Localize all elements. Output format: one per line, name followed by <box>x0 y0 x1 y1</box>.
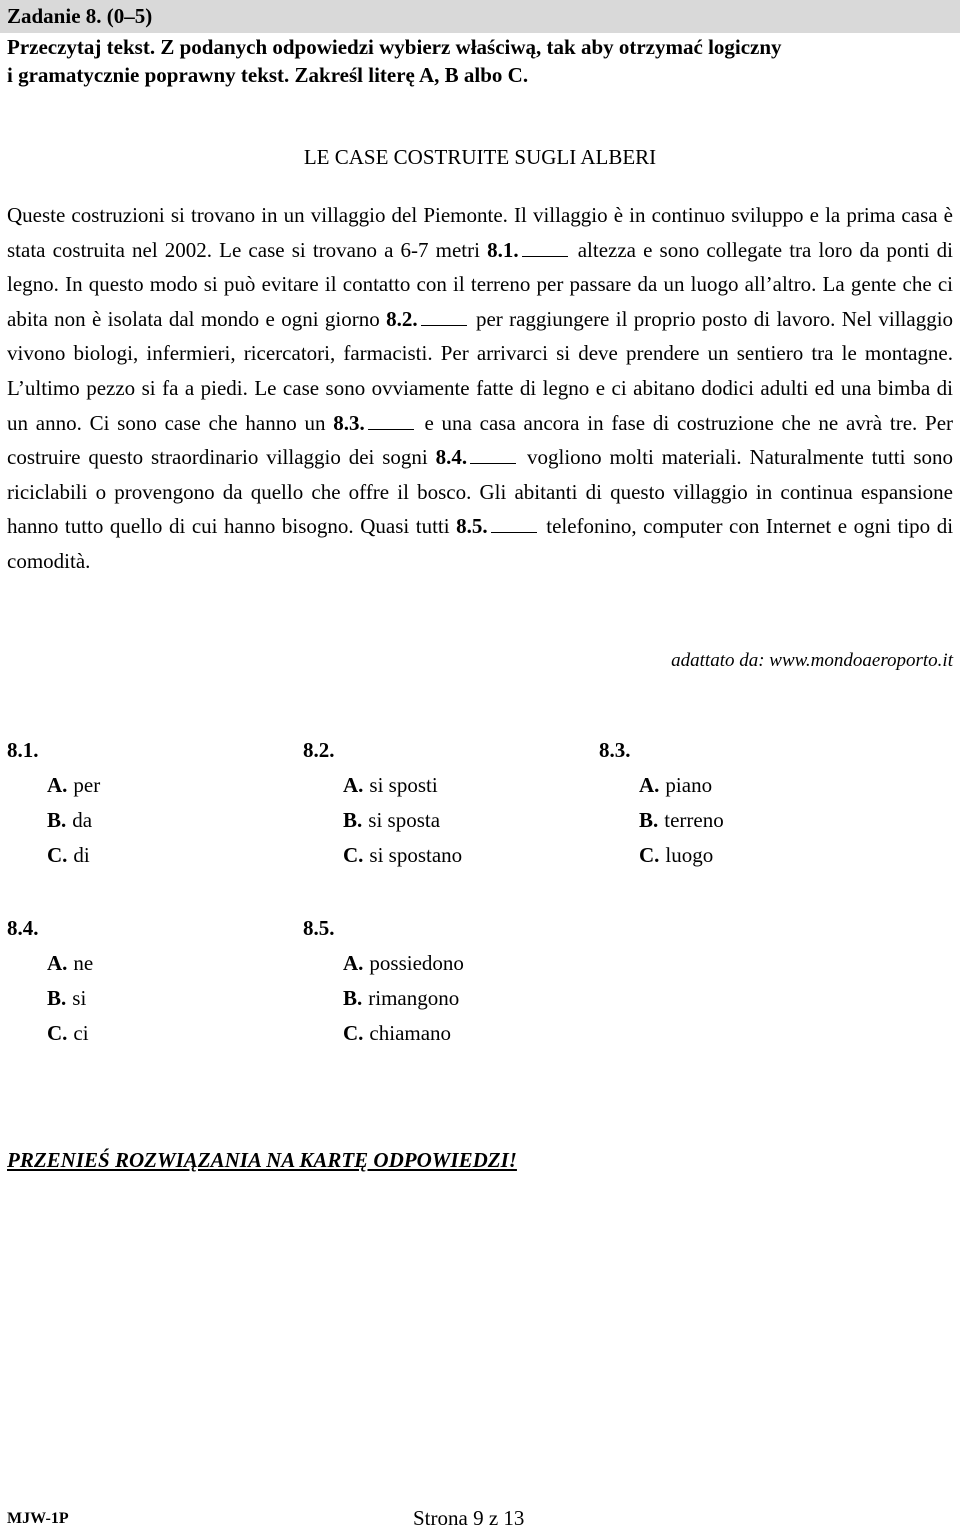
option-a[interactable] <box>7 946 93 981</box>
question-number: 8.2. <box>303 738 335 762</box>
passage-segment: altezza e sono collegate tra loro da ponti di legno. In questo modo si può evitare il contatto con il terreno per passare da un luogo all’altro. La gente che ci abita non è isolata dal mondo e ogni giorno <box>7 237 953 331</box>
option-c[interactable] <box>303 1016 464 1051</box>
option-letter: A. <box>47 951 68 975</box>
option-text: da <box>72 808 93 832</box>
page-number: Strona 9 z 13 <box>413 1506 525 1530</box>
passage-segment: per raggiungere il proprio posto di lavoro. Nel villaggio vivono biologi, infermieri, ricercatori, farmacisti. Per arrivarci si deve prendere un sentiero tra le montagne. L’ultimo pezzo si fa a piedi. Le case sono ovviamente fatte di legno e ci abitano dodici adulti ed una bimba di un anno. Ci sono case che hanno un <box>7 306 954 435</box>
option-a[interactable] <box>7 768 100 803</box>
option-letter: B. <box>343 808 363 832</box>
option-letter: A. <box>343 773 364 797</box>
option-letter: C. <box>47 1021 68 1045</box>
passage-segment: Queste costruzioni si trovano in un villaggio del Piemonte. Il villaggio è in continuo sviluppo e la prima casa è stata costruita nel 2002. Le case si trovano a 6-7 metri <box>7 203 953 262</box>
option-text: piano <box>665 773 713 797</box>
question-number: 8.4. <box>7 916 39 940</box>
source-citation: adattato da: www.mondoaeroporto.it <box>671 650 953 671</box>
option-letter: C. <box>343 843 364 867</box>
option-c[interactable] <box>7 1016 93 1051</box>
option-b[interactable] <box>599 803 724 838</box>
option-letter: B. <box>47 986 67 1010</box>
option-text: di <box>73 843 90 867</box>
gap-number: 8.4. <box>435 445 468 470</box>
gap-number: 8.2. <box>386 306 418 331</box>
option-text: luogo <box>665 843 714 867</box>
gap-number: 8.1. <box>487 237 519 262</box>
option-b[interactable] <box>303 803 462 838</box>
option-b[interactable] <box>7 981 93 1016</box>
task-title: Zadanie 8. (0–5) <box>0 0 960 33</box>
gap-blank <box>522 238 568 257</box>
gap-number: 8.5. <box>456 514 488 539</box>
exam-code: MJW-1P <box>7 1510 69 1527</box>
question-number: 8.3. <box>599 738 631 762</box>
gap-blank <box>368 411 414 430</box>
option-c[interactable] <box>303 838 462 873</box>
question-8-5 <box>303 911 464 1051</box>
option-letter: A. <box>343 951 364 975</box>
option-letter: B. <box>343 986 363 1010</box>
reading-passage <box>7 198 953 579</box>
gap-blank <box>470 445 516 464</box>
option-a[interactable] <box>303 946 464 981</box>
option-c[interactable] <box>7 838 100 873</box>
option-text: terreno <box>664 808 724 832</box>
instructions <box>7 33 953 89</box>
option-letter: B. <box>47 808 67 832</box>
option-text: si spostano <box>369 843 463 867</box>
question-8-1 <box>7 733 100 873</box>
question-number: 8.1. <box>7 738 39 762</box>
gap-blank <box>491 514 537 533</box>
option-a[interactable] <box>599 768 724 803</box>
instruction-line-1: Przeczytaj tekst. Z podanych odpowiedzi wybierz właściwą, tak aby otrzymać logiczny <box>7 35 782 59</box>
gap-blank <box>421 307 467 326</box>
option-letter: C. <box>47 843 68 867</box>
option-text: possiedono <box>369 951 464 975</box>
option-c[interactable] <box>599 838 724 873</box>
option-letter: C. <box>343 1021 364 1045</box>
question-8-2 <box>303 733 462 873</box>
option-letter: A. <box>639 773 660 797</box>
question-number: 8.5. <box>303 916 335 940</box>
instruction-line-2: i gramatycznie poprawny tekst. Zakreśl literę A, B albo C. <box>7 63 529 87</box>
question-8-4 <box>7 911 93 1051</box>
option-a[interactable] <box>303 768 462 803</box>
passage-segment: telefonino, computer con Internet e ogni tipo di comodità. <box>7 514 954 573</box>
option-text: si sposta <box>368 808 441 832</box>
option-text: chiamano <box>369 1021 452 1045</box>
passage-segment: e una casa ancora in fase di costruzione che ne avrà tre. Per costruire questo straordinario villaggio dei sogni <box>7 410 954 470</box>
option-text: si <box>72 986 87 1010</box>
option-text: rimangono <box>368 986 460 1010</box>
question-8-3 <box>599 733 724 873</box>
option-letter: C. <box>639 843 660 867</box>
transfer-answers-notice: PRZENIEŚ ROZWIĄZANIA NA KARTĘ ODPOWIEDZI! <box>7 1148 517 1172</box>
gap-number: 8.3. <box>333 410 365 435</box>
option-text: si sposti <box>369 773 438 797</box>
option-text: per <box>73 773 101 797</box>
option-text: ci <box>73 1021 89 1045</box>
option-b[interactable] <box>303 981 464 1016</box>
option-b[interactable] <box>7 803 100 838</box>
option-text: ne <box>73 951 94 975</box>
passage-segment: vogliono molti materiali. Naturalmente tutti sono riciclabili o provengono da quello che offre il bosco. Gli abitanti di questo villaggio in continua espansione hanno tutto quello di cui hanno bisogno. Quasi tutti <box>7 445 954 539</box>
option-letter: A. <box>47 773 68 797</box>
text-title: LE CASE COSTRUITE SUGLI ALBERI <box>303 145 657 169</box>
option-letter: B. <box>639 808 659 832</box>
